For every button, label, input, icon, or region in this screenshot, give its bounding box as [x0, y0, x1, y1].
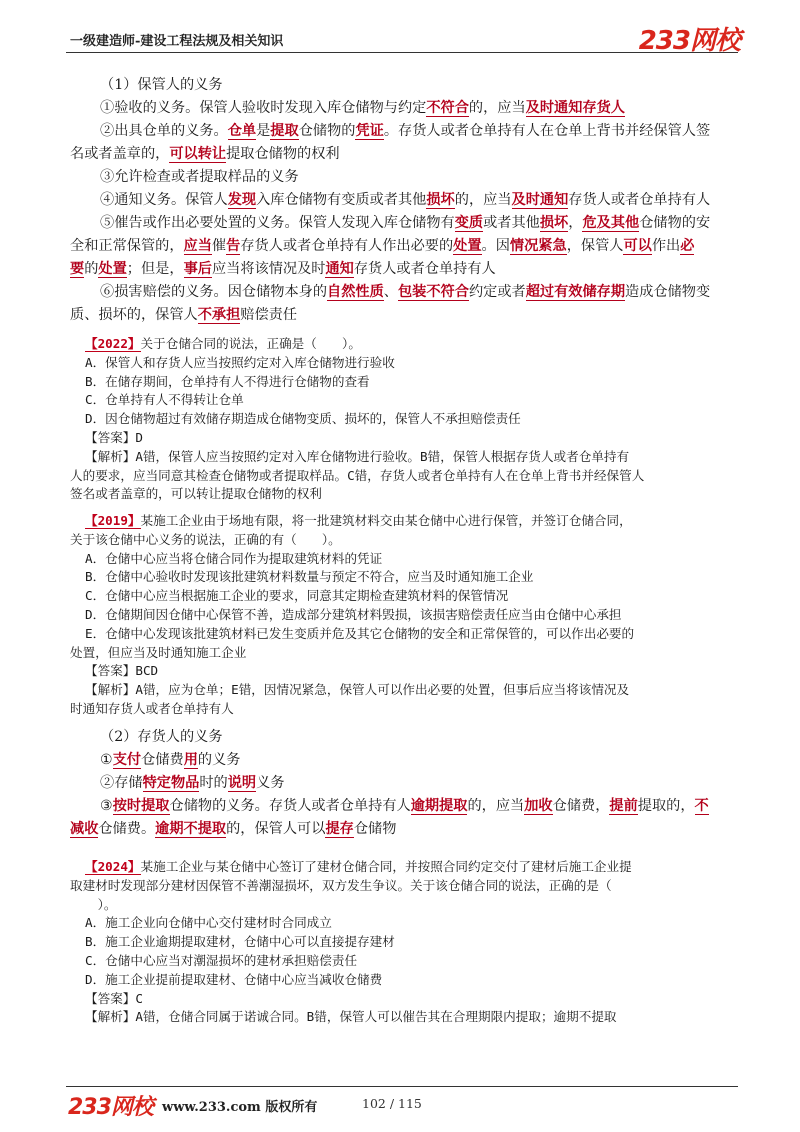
doc-title: 一级建造师-建设工程法规及相关知识: [70, 34, 284, 49]
analysis: 人的要求，应当同意其检查仓储物或者提取样品。C错，存货人或者仓单持有人在仓单上背书并经保管人: [70, 467, 645, 483]
text-line: ②存储特定物品时的说明义务: [100, 775, 285, 791]
text-line: ④通知义务。保管人发现入库仓储物有变质或者其他损坏的，应当及时通知存货人或者仓单持有人: [100, 192, 711, 208]
question-stem: 取建材时发现部分建材因保管不善潮湿损坏，双方发生争议。关于该仓储合同的说法，正确的是（: [70, 877, 612, 893]
answer: 【答案】BCD: [85, 663, 159, 679]
analysis: 【解析】A错，应为仓单；E错，因情况紧急，保管人可以作出必要的处置，但事后应当将该情况及: [85, 682, 630, 698]
text-line: 名或者盖章的，可以转让提取仓储物的权利: [70, 146, 340, 162]
option: D．因仓储物超过有效储存期造成仓储物变质、损坏的，保管人不承担赔偿责任: [85, 411, 521, 427]
option: B．仓储中心验收时发现该批建筑材料数量与预定不符合，应当及时通知施工企业: [85, 569, 534, 585]
question-2019: [70, 512, 742, 719]
option: 处置，但应当及时通知施工企业: [70, 644, 247, 660]
question-stem: 【2019】某施工企业由于场地有限，将一批建筑材料交由某仓储中心进行保管，并签订仓储合同，: [85, 513, 632, 528]
answer: 【答案】D: [85, 429, 143, 445]
option: A．施工企业向仓储中心交付建材时合同成立: [85, 915, 332, 931]
question-stem: 【2022】关于仓储合同的说法，正确是（ ）。: [85, 336, 361, 351]
text-line: ①验收的义务。保管人验收时发现入库仓储物与约定不符合的，应当及时通知存货人: [100, 100, 625, 116]
text-line: ③按时提取仓储物的义务。存货人或者仓单持有人逾期提取的，应当加收仓储费，提前提取的，不: [100, 798, 709, 814]
question-2022: [70, 335, 742, 504]
section-heading: （2）存货人的义务: [100, 729, 223, 745]
option: C．仓储中心应当根据施工企业的要求，同意其定期检查建筑材料的保管情况: [85, 588, 509, 604]
question-stem: 【2024】某施工企业与某仓储中心签订了建材仓储合同，并按照合同约定交付了建材后施工企业提: [85, 859, 632, 874]
page-footer: [66, 1092, 738, 1118]
text-line: ①支付仓储费用的义务: [100, 752, 241, 768]
page-number: 102 / 115: [362, 1096, 422, 1111]
text-line: ③允许检查或者提取样品的义务: [100, 169, 299, 185]
analysis: 时通知存货人或者仓单持有人: [70, 700, 234, 716]
custodian-obligations: [70, 74, 742, 327]
option: D．仓储期间因仓储中心保管不善，造成部分建筑材料毁损，该损害赔偿责任应当由仓储中心承担: [85, 606, 622, 622]
question-stem: 关于该仓储中心义务的说法，正确的有（ ）。: [70, 531, 341, 547]
option: C．仓单持有人不得转让仓单: [85, 392, 244, 408]
depositor-obligations: [70, 726, 742, 841]
question-2024: [70, 858, 742, 1027]
option: D．施工企业提前提取建材、仓储中心应当减收仓储费: [85, 971, 383, 987]
footer-logo: 233网校: [68, 1095, 153, 1120]
text-line: ⑤催告或作出必要处置的义务。保管人发现入库仓储物有变质或者其他损坏，危及其他仓储物的安: [100, 215, 711, 231]
text-line: 要的处置；但是，事后应当将该情况及时通知存货人或者仓单持有人: [70, 261, 496, 277]
text-line: ⑥损害赔偿的义务。因仓储物本身的自然性质、包装不符合约定或者超过有效储存期造成仓储物变: [100, 284, 711, 300]
question-stem: ）。: [85, 896, 117, 912]
option: E．仓储中心发现该批建筑材料已发生变质并危及其它仓储物的安全和正常保管的，可以作出必要的: [85, 625, 635, 641]
analysis: 【解析】A错，仓储合同属于诺诚合同。B错，保管人可以催告其在合理期限内提取；逾期不提取: [85, 1009, 617, 1025]
option: B．施工企业逾期提取建材，仓储中心可以直接提存建材: [85, 934, 395, 950]
section-heading: （1）保管人的义务: [100, 77, 223, 93]
copyright-text: www.233.com 版权所有: [162, 1100, 318, 1115]
text-line: 全和正常保管的，应当催告存货人或者仓单持有人作出必要的处置。因情况紧急，保管人可以作出必: [70, 238, 695, 254]
page-header: [70, 26, 740, 56]
answer: 【答案】C: [85, 990, 143, 1006]
option: A．保管人和存货人应当按照约定对入库仓储物进行验收: [85, 354, 395, 370]
header-divider: [66, 52, 738, 53]
option: C．仓储中心应当对潮湿损坏的建材承担赔偿责任: [85, 952, 358, 968]
footer-divider: [66, 1086, 738, 1087]
brand-logo: 233网校: [638, 26, 740, 56]
option: A．仓储中心应当将仓储合同作为提取建筑材料的凭证: [85, 550, 383, 566]
text-line: 减收仓储费。逾期不提取的，保管人可以提存仓储物: [70, 821, 397, 837]
analysis: 【解析】A错，保管人应当按照约定对入库仓储物进行验收。B错，保管人根据存货人或者仓单持有: [85, 448, 630, 464]
option: B．在储存期间，仓单持有人不得进行仓储物的查看: [85, 373, 370, 389]
text-line: 质、损坏的，保管人不承担赔偿责任: [70, 307, 298, 323]
text-line: ②出具仓单的义务。仓单是提取仓储物的凭证。存货人或者仓单持有人在仓单上背书并经保管人签: [100, 123, 711, 139]
analysis: 签名或者盖章的，可以转让提取仓储物的权利: [70, 486, 322, 502]
